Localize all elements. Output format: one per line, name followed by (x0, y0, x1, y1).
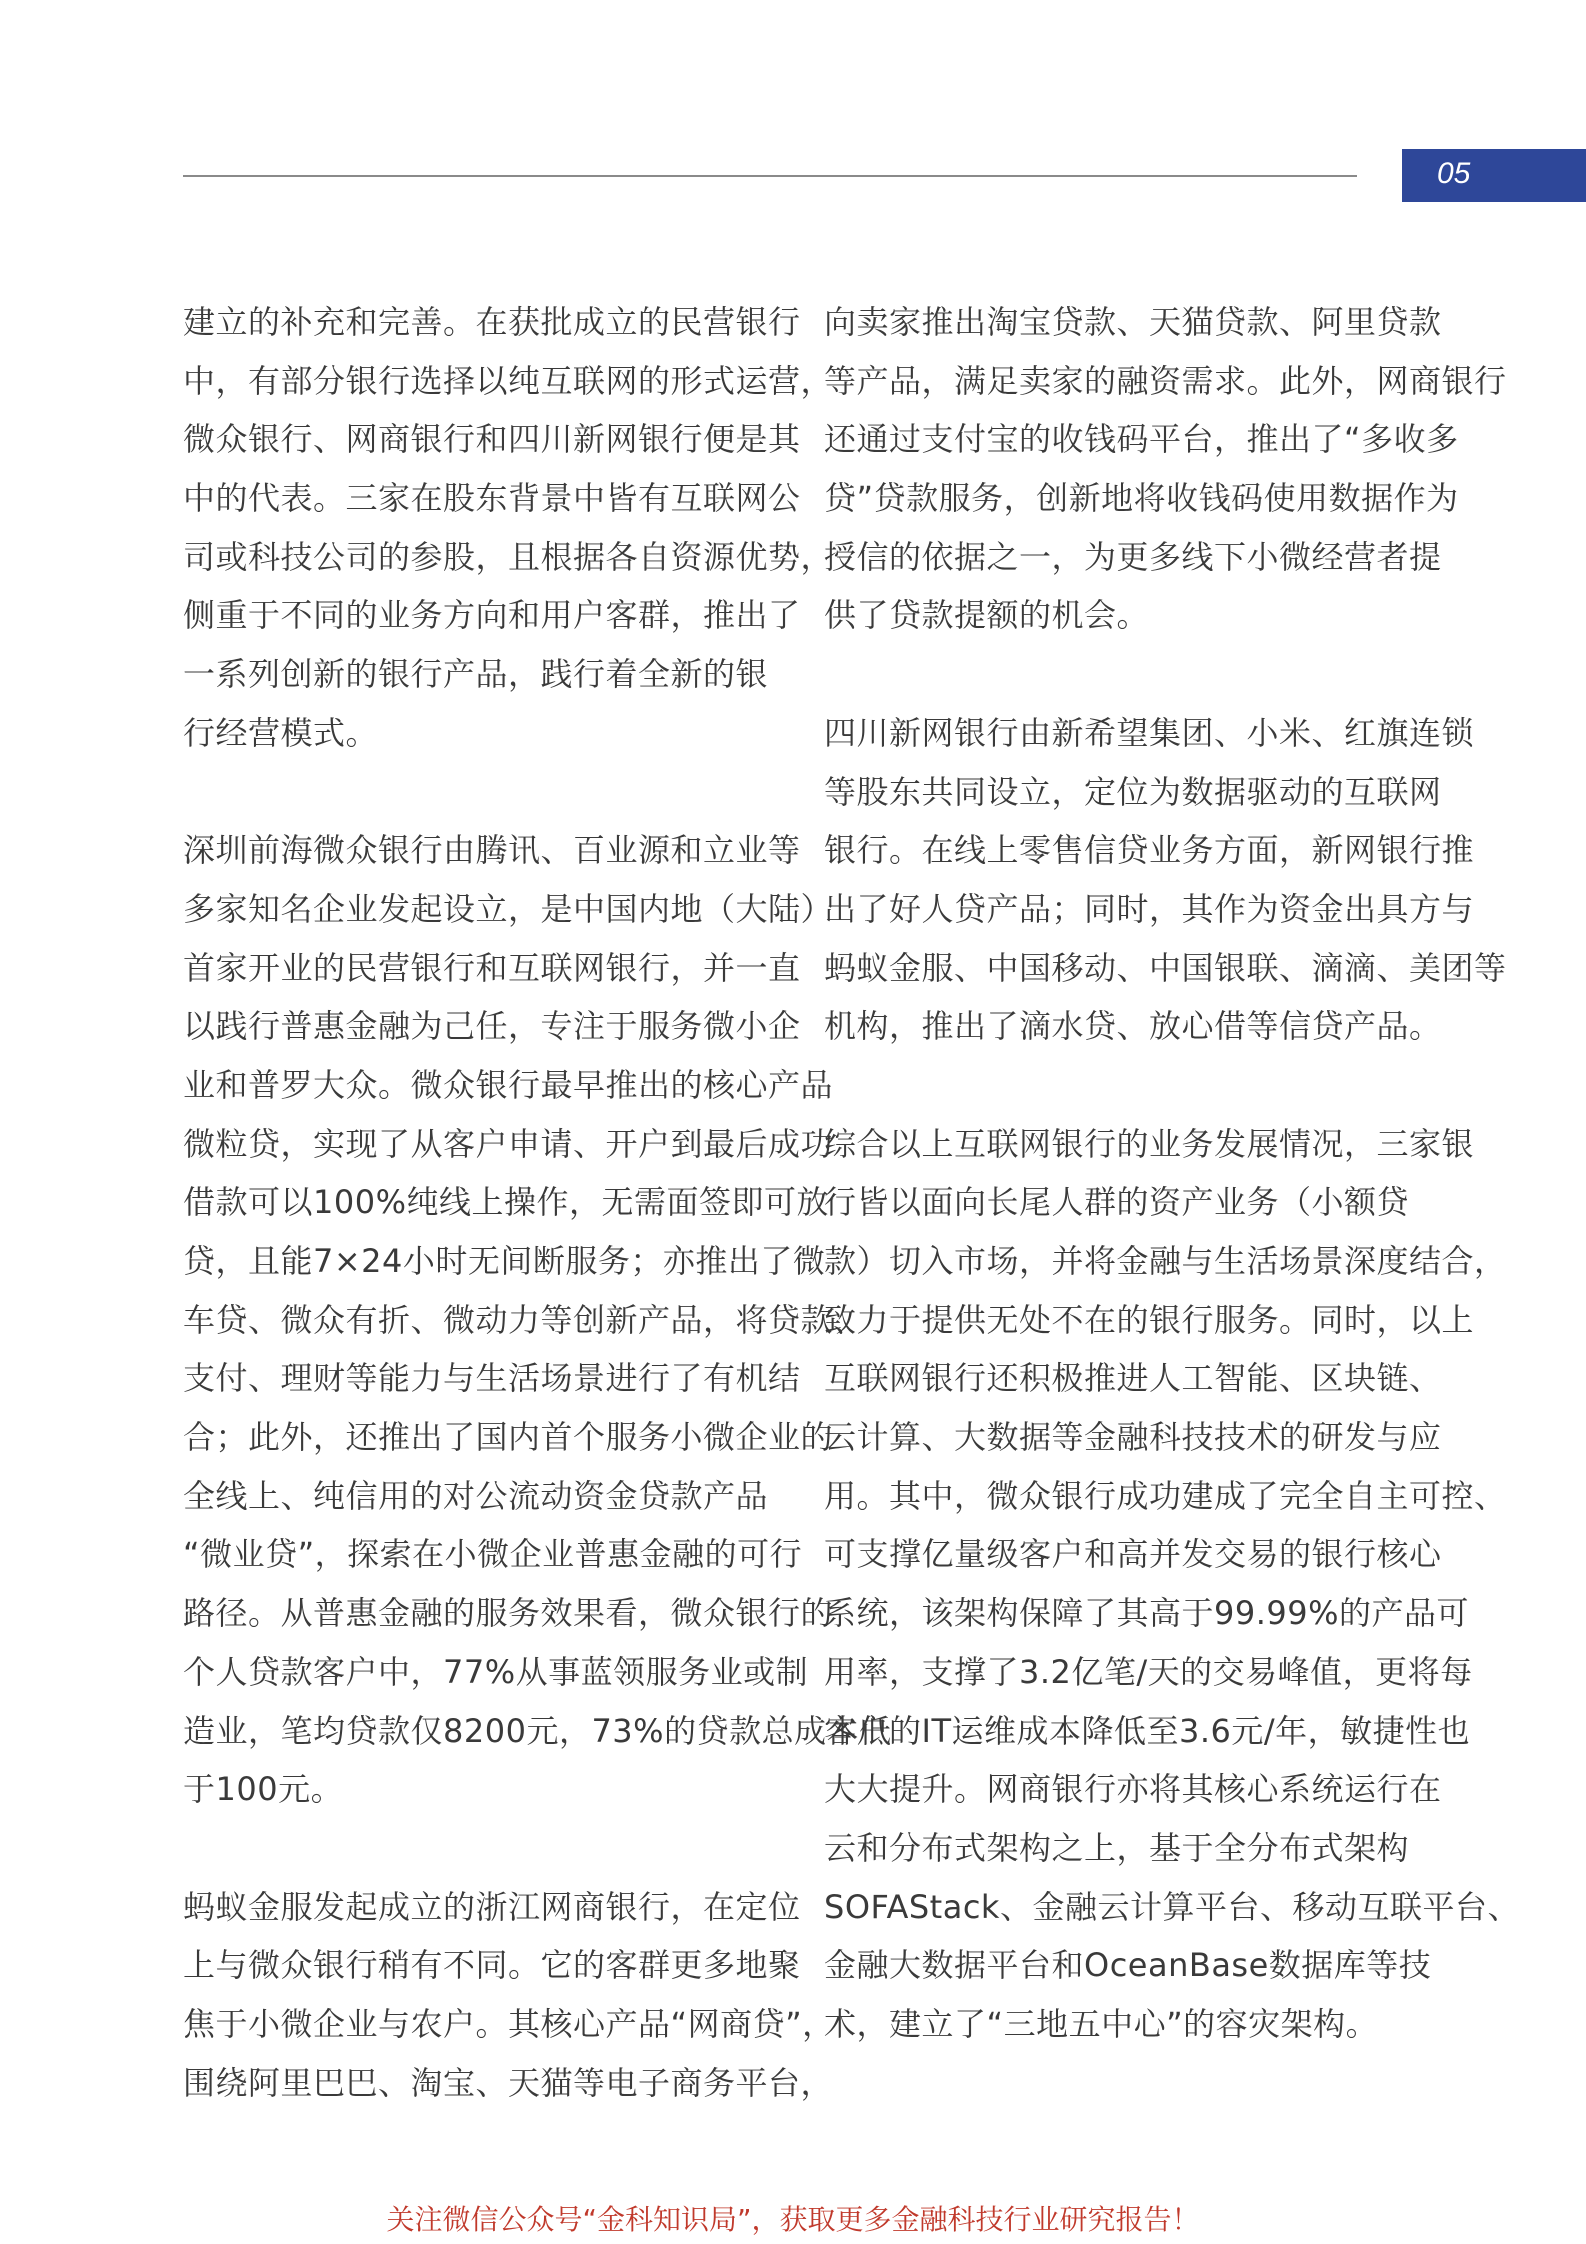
text-line: 蚂蚁金服发起成立的浙江网商银行，在定位 (183, 1887, 801, 1926)
text-line: 贷”贷款服务，创新地将收钱码使用数据作为 (824, 479, 1459, 518)
paragraph (824, 293, 1507, 645)
right-column (824, 293, 1520, 2054)
text-line: 用率，支撑了3.2亿笔/天的交易峰值，更将每 (824, 1652, 1473, 1691)
paragraph (824, 1115, 1520, 2054)
text-line: 客户的IT运维成本降低至3.6元/年，敏捷性也 (824, 1711, 1471, 1750)
text-line: 可支撑亿量级客户和高并发交易的银行核心 (824, 1535, 1442, 1574)
text-line: 蚂蚁金服、中国移动、中国银联、滴滴、美团等 (824, 948, 1507, 987)
text-line: 以践行普惠金融为己任，专注于服务微小企 (183, 1007, 801, 1046)
text-line: 深圳前海微众银行由腾讯、百业源和立业等 (183, 831, 801, 870)
paragraph (183, 821, 892, 1819)
text-line: 用。其中，微众银行成功建成了完全自主可控、 (824, 1476, 1507, 1515)
text-line: 致力于提供无处不在的银行服务。同时，以上 (824, 1300, 1475, 1339)
text-line: 贷，且能7×24小时无间断服务；亦推出了微 (183, 1242, 826, 1280)
paragraph-gap (824, 1056, 1404, 1115)
text-line: 供了贷款提额的机会。 (824, 596, 1150, 635)
text-line: 四川新网银行由新希望集团、小米、红旗连锁 (824, 713, 1475, 752)
text-line: 个人贷款客户中，77%从事蓝领服务业或制 (183, 1652, 809, 1691)
text-line: 围绕阿里巴巴、淘宝、天猫等电子商务平台， (183, 2063, 834, 2102)
page-number: 05 (1437, 157, 1471, 190)
text-line: 一系列创新的银行产品，践行着全新的银 (183, 655, 769, 694)
text-line: 向卖家推出淘宝贷款、天猫贷款、阿里贷款 (824, 303, 1442, 341)
text-line: 焦于小微企业与农户。其核心产品“网商贷”， (183, 2004, 835, 2043)
text-line: 系统，该架构保障了其高于99.99%的产品可 (824, 1594, 1470, 1633)
paragraph-gap (183, 763, 763, 822)
text-line: 还通过支付宝的收钱码平台，推出了“多收多 (824, 420, 1459, 459)
text-line: 合；此外，还推出了国内首个服务小微企业的 (183, 1418, 834, 1457)
text-line: 业和普罗大众。微众银行最早推出的核心产品 (183, 1065, 834, 1104)
paragraph (824, 704, 1507, 1056)
text-line: 等产品，满足卖家的融资需求。此外，网商银行 (824, 361, 1507, 400)
text-line: 款）切入市场，并将金融与生活场景深度结合， (824, 1242, 1507, 1280)
text-line: 互联网银行还积极推进人工智能、区块链、 (824, 1359, 1442, 1398)
text-line: 微众银行、网商银行和四川新网银行便是其 (183, 420, 801, 459)
paragraph-gap (183, 1819, 763, 1878)
header-rule (183, 175, 1357, 177)
text-line: 首家开业的民营银行和互联网银行，并一直 (183, 948, 801, 987)
text-line: 银行。在线上零售信贷业务方面，新网银行推 (824, 831, 1475, 870)
text-line: 全线上、纯信用的对公流动资金贷款产品 (183, 1476, 769, 1515)
text-line: 中的代表。三家在股东背景中皆有互联网公 (183, 479, 801, 518)
text-line: 建立的补充和完善。在获批成立的民营银行 (183, 303, 801, 341)
paragraph-gap (824, 645, 1404, 704)
text-line: 车贷、微众有折、微动力等创新产品，将贷款、 (183, 1300, 866, 1339)
text-line: 中，有部分银行选择以纯互联网的形式运营， (183, 361, 834, 400)
text-line: 出了好人贷产品；同时，其作为资金出具方与 (824, 889, 1475, 928)
text-line: 授信的依据之一，为更多线下小微经营者提 (824, 537, 1442, 576)
text-line: 借款可以100%纯线上操作，无需面签即可放 (183, 1183, 829, 1222)
text-line: 于100元。 (183, 1770, 344, 1809)
text-line: 云计算、大数据等金融科技技术的研发与应 (824, 1418, 1442, 1457)
text-line: 造业，笔均贷款仅8200元，73%的贷款总成本低 (183, 1711, 892, 1750)
text-line: 侧重于不同的业务方向和用户客群，推出了 (183, 596, 801, 635)
text-line: 机构，推出了滴水贷、放心借等信贷产品。 (824, 1007, 1442, 1046)
text-line: 大大提升。网商银行亦将其核心系统运行在 (824, 1770, 1442, 1809)
text-line: 行经营模式。 (183, 713, 379, 752)
text-line: 术，建立了“三地五中心”的容灾架构。 (824, 2004, 1379, 2043)
text-line: 多家知名企业发起设立，是中国内地（大陆） (183, 889, 834, 928)
text-line: 等股东共同设立，定位为数据驱动的互联网 (824, 772, 1442, 811)
text-line: 路径。从普惠金融的服务效果看，微众银行的 (183, 1594, 834, 1633)
text-line: 金融大数据平台和OceanBase数据库等技 (824, 1946, 1432, 1985)
left-column (183, 293, 892, 2112)
paragraph (183, 1878, 835, 2113)
page-number-badge (1402, 149, 1586, 202)
footer-promo-text: 关注微信公众号“金科知识局”，获取更多金融科技行业研究报告！ (386, 2203, 1200, 2236)
text-line: 支付、理财等能力与生活场景进行了有机结 (183, 1359, 801, 1398)
text-line: SOFAStack、金融云计算平台、移动互联平台、 (824, 1887, 1520, 1926)
text-line: 行皆以面向长尾人群的资产业务（小额贷 (824, 1183, 1410, 1222)
text-line: “微业贷”，探索在小微企业普惠金融的可行 (183, 1535, 803, 1574)
paragraph (183, 293, 834, 763)
text-line: 综合以上互联网银行的业务发展情况，三家银 (824, 1124, 1475, 1163)
text-line: 云和分布式架构之上，基于全分布式架构 (824, 1828, 1410, 1867)
text-line: 微粒贷，实现了从客户申请、开户到最后成功 (183, 1124, 834, 1163)
text-line: 上与微众银行稍有不同。它的客群更多地聚 (183, 1946, 801, 1985)
text-line: 司或科技公司的参股，且根据各自资源优势， (183, 537, 834, 576)
